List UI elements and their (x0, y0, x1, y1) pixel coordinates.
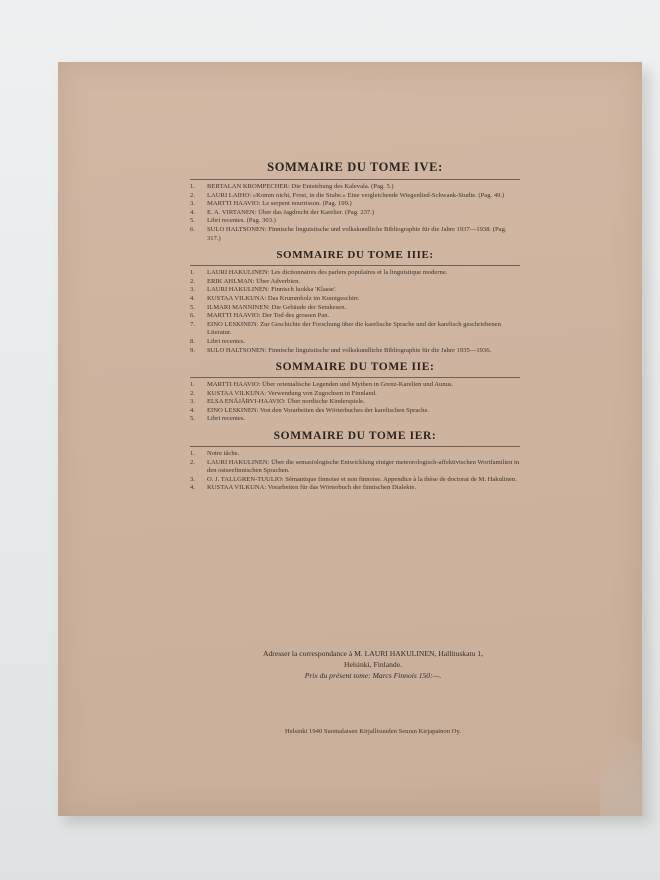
section-items (190, 381, 520, 424)
item-number: 2. (190, 191, 195, 199)
item-text: Libri recentes. (207, 415, 246, 423)
item-text: LAURI HAKULINEN: Über die semasiologische Entwicklung einiger meteorologisch-affektivischen Wortfamilien in den ostseefinnischen Sprachen. (207, 458, 520, 475)
item-number: 1. (190, 183, 195, 190)
item-number: 4. (190, 406, 195, 414)
item-text: ILMARI MANNINEN: Die Gebäude der Setukesen. (207, 303, 347, 311)
cover-worn-corner (600, 740, 644, 816)
list-item (190, 450, 520, 459)
item-number: 3. (190, 475, 195, 483)
section-title: SOMMAIRE DU TOME IVE: (267, 160, 443, 174)
section-rule (190, 179, 520, 180)
item-text: EINO LESKINEN: Zur Geschichte der Forschung über die karelische Sprache und der karelisch geschriebenen Literatur. (207, 320, 501, 337)
list-item (190, 321, 520, 338)
item-number: 3. (190, 286, 195, 294)
list-item (190, 209, 520, 218)
section-tome-ii (190, 361, 520, 424)
list-item (190, 484, 520, 493)
list-item (190, 347, 520, 356)
section-rule (190, 377, 520, 378)
section-title: SOMMAIRE DU TOME IIE: (275, 361, 435, 374)
item-number: 3. (190, 398, 195, 406)
address-line-1: Adresser la correspondance à M. LAURI HAKULINEN, Hallituskatu 1, (263, 649, 483, 658)
item-number: 3. (190, 200, 195, 208)
section-title: SOMMAIRE DU TOME IER: (273, 430, 437, 443)
item-text: MARTTI HAAVIO: Über orientalische Legenden und Mythen in Grenz-Karelien und Aunus. (207, 381, 454, 389)
item-text: O. J. TALLGREN-TUULIO: Sémantique finnoise et non finnoise. Appendice à la thèse de doctorat de M. Hakulinen. (207, 475, 517, 483)
section-rule (190, 446, 520, 447)
item-number: 5. (190, 415, 195, 423)
list-item (190, 407, 520, 416)
list-item (190, 381, 520, 390)
item-number: 4. (190, 484, 195, 492)
list-item (190, 217, 520, 226)
list-item (190, 226, 520, 243)
section-items (190, 269, 520, 355)
item-text: KUSTAA VILKUNA: Verwendung von Zugochsen in Finnland. (207, 389, 377, 397)
item-text: EINO LESKINEN: Von den Vorarbeiten des Wörterbuches der karelischen Sprache. (207, 406, 430, 414)
item-text: E. A. VIRTANEN: Über das Jagdrecht der Karelier. (Pag. 237.) (207, 208, 375, 216)
item-number: 2. (190, 389, 195, 397)
item-number: 5. (190, 217, 195, 225)
item-text: LAURI HAKULINEN: Les dictionnaires des parlers populaires et la linguistique moderne. (207, 269, 448, 277)
item-text: ERIK AHLMAN: Über Adverbien. (207, 277, 301, 285)
list-item (190, 200, 520, 209)
list-item (190, 398, 520, 407)
list-item (190, 304, 520, 313)
section-rule (190, 265, 520, 266)
item-number: 6. (190, 312, 195, 320)
item-number: 2. (190, 458, 195, 466)
item-text: Libri recentes. (Pag. 303.) (207, 217, 276, 225)
item-text: KUSTAA VILKUNA: Vorarbeiten für das Wörterbuch der finnischen Dialekte. (207, 484, 417, 492)
list-item (190, 183, 520, 192)
item-number: 8. (190, 337, 195, 345)
section-items (190, 183, 520, 243)
list-item (190, 269, 520, 278)
item-number: 1. (190, 381, 195, 389)
correspondence-note (208, 648, 538, 681)
list-item (190, 312, 520, 321)
contents-listing (190, 160, 520, 499)
list-item (190, 338, 520, 347)
list-item (190, 286, 520, 295)
section-tome-iii (190, 249, 520, 355)
item-number: 4. (190, 208, 195, 216)
item-text: ELSA ENÄJÄRVI-HAAVIO: Über nordische Kinderspiele. (207, 398, 365, 406)
item-text: Libri recentes. (207, 337, 246, 345)
item-number: 6. (190, 225, 195, 233)
list-item (190, 278, 520, 287)
item-number: 1. (190, 269, 195, 277)
item-text: MARTTI HAAVIO: Der Tod des grossen Pan. (207, 312, 330, 320)
printer-imprint: Helsinki 1940 Suomalaisen Kirjallisuuden Seuran Kirjapainon Oy. (285, 728, 461, 735)
item-number: 2. (190, 277, 195, 285)
section-items (190, 450, 520, 493)
list-item (190, 415, 520, 424)
item-number: 4. (190, 294, 195, 302)
item-text: LAURI HAKULINEN: Finnisch luokka 'Klasse'. (207, 286, 337, 294)
section-tome-iv (190, 160, 520, 243)
address-line-2: Helsinki, Finlande. (343, 660, 402, 669)
list-item (190, 390, 520, 399)
section-tome-i (190, 430, 520, 493)
list-item (190, 192, 520, 201)
list-item (190, 459, 520, 476)
section-title: SOMMAIRE DU TOME IIIE: (276, 249, 434, 262)
item-number: 1. (190, 450, 195, 458)
price-line: Prix du présent tome: Marcs Finnois 150:—. (304, 671, 442, 680)
item-text: MARTTI HAAVIO: Le serpent nourrisson. (Pag. 199.) (207, 200, 352, 208)
item-text: LAURI LAIHO: »Komm nicht, Frost, in die Stube.« Eine vergleichende Wiegenlied-Schwank-Studie. (Pag. 49.) (207, 191, 505, 199)
item-number: 9. (190, 346, 195, 354)
item-text: KUSTAA VILKUNA: Das Krummholz im Kumtgeschirr. (207, 294, 360, 302)
list-item (190, 295, 520, 304)
list-item (190, 476, 520, 485)
item-text: BERTALAN KROMPECHER: Die Entstehung des Kalevala. (Pag. 5.) (207, 183, 394, 190)
item-number: 5. (190, 303, 195, 311)
item-text: SULO HALTSONEN: Finnische linguistische und volkskundliche Bibliographie für die Jahre 1937—1938. (Pag. 317.) (207, 225, 507, 242)
item-text: SULO HALTSONEN: Finnische linguistische und volkskundliche Bibliographie für die Jahre 1935—1936. (207, 346, 492, 354)
item-text: Notre tâche. (207, 450, 240, 458)
item-number: 7. (190, 320, 195, 328)
